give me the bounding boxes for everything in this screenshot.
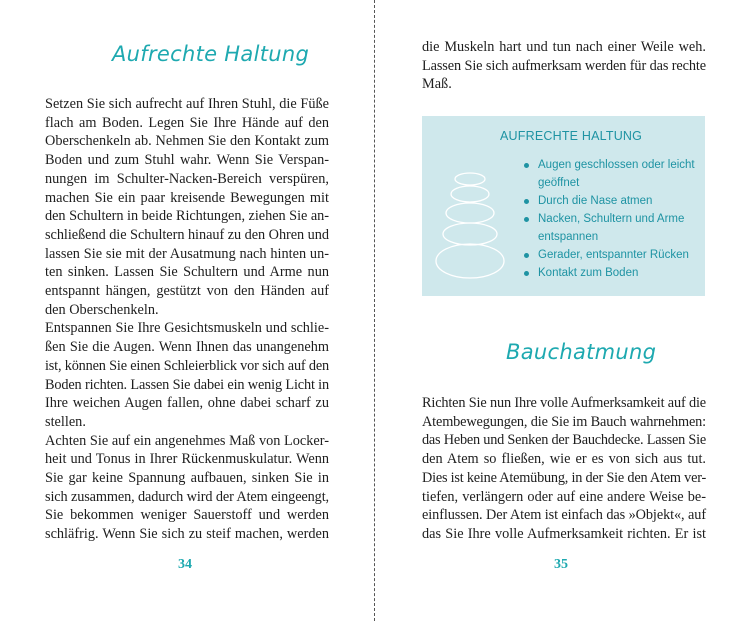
text-line: den Atem so fließen, wie er es von sich aus tut.: [422, 451, 706, 468]
info-box-item: [522, 192, 695, 210]
text-line: Boden richten. Lassen Sie dabei ein wenig Licht in: [45, 376, 329, 393]
info-box-item-text: geöffnet: [538, 177, 580, 189]
text-line: lassen Sie sie mit der Ausatmung nach hinten un-: [45, 245, 329, 262]
info-box-item: [522, 210, 695, 246]
text-line: ten sinken. Lassen Sie Schultern und Arme nun: [45, 264, 329, 281]
right-page-body: [422, 394, 706, 544]
text-line: nungen im Schulter-Nacken-Bereich verspüren,: [45, 170, 329, 187]
text-line: Setzen Sie sich aufrecht auf Ihren Stuhl, die Füße: [45, 96, 329, 112]
text-line: ßen Sie die Augen. Wenn Ihnen das unangenehm: [45, 339, 329, 356]
text-line: tiefen, verlängern oder auf eine andere Weise be-: [422, 488, 706, 505]
info-box-item-text: Kontakt zum Boden: [538, 267, 639, 279]
text-line: Atembewegungen, die Sie im Bauch wahrnehmen:: [422, 413, 706, 430]
text-line: Sie gar keine Spannung aufbauen, sinken Sie in: [45, 470, 329, 487]
info-box-item-text: entspannen: [538, 231, 599, 243]
text-line: entspannt hängen, gestützt von den Händen auf: [45, 283, 329, 300]
right-page-continuation: [422, 38, 706, 94]
left-page-heading: Aufrechte Haltung: [112, 42, 310, 66]
info-box-item: [522, 156, 695, 192]
info-box-item-text: Gerader, entspannter Rücken: [538, 249, 689, 261]
text-line: heit und Tonus in Ihrer Rückenmuskulatur. Wenn: [45, 451, 329, 468]
text-line: den Schultern in beide Richtungen, ziehen Sie an-: [45, 208, 329, 225]
text-line: Dies ist keine Atemübung, in der Sie den Atem ver-: [422, 469, 706, 486]
left-page-body: [45, 95, 329, 544]
info-box-item-text: Nacken, Schultern und Arme: [538, 213, 685, 225]
info-box-item: [522, 246, 695, 264]
text-line: machen Sie ein paar kreisende Bewegungen mit: [45, 189, 329, 206]
text-line: das Heben und Senken der Bauchdecke. Lassen Sie: [422, 432, 706, 449]
text-line: Richten Sie nun Ihre volle Aufmerksamkeit auf die: [422, 395, 706, 411]
page-number-left: 34: [178, 557, 192, 572]
text-line: schläfrig. Wenn Sie sich zu steif machen, werden: [45, 526, 329, 543]
text-line: sich zusammen, dadurch wird der Atem eingeengt,: [45, 488, 329, 505]
info-box-item-text: Augen geschlossen oder leicht: [538, 159, 695, 171]
left-page: [0, 0, 374, 621]
info-box-item-text: Durch die Nase atmen: [538, 195, 653, 207]
text-line: Oberschenkeln ab. Nehmen Sie den Kontakt zum: [45, 133, 329, 150]
right-page-heading: Bauchatmung: [506, 340, 657, 364]
text-line: die Muskeln hart und tun nach einer Weile weh.: [422, 39, 706, 55]
text-line: stellen.: [45, 413, 86, 430]
text-line: flach am Boden. Legen Sie Ihre Hände auf den: [45, 114, 329, 131]
text-line: Ihre weichen Augen fallen, ohne dabei scharf zu: [45, 395, 329, 412]
text-line: Sie bekommen weniger Sauerstoff und werden: [45, 507, 329, 524]
info-box-list: [522, 156, 695, 282]
text-line: Maß.: [422, 76, 452, 93]
text-line: ist, können Sie einen Schleierblick vor sich auf den: [45, 357, 329, 374]
text-line: das Sie Ihre volle Aufmerksamkeit richten. Er ist: [422, 525, 706, 542]
page-number-right: 35: [554, 557, 568, 572]
text-line: Achten Sie auf ein angenehmes Maß von Locker-: [45, 432, 329, 449]
text-line: einflussen. Der Atem ist einfach das »Objekt«, auf: [422, 507, 706, 524]
text-line: den Oberschenkeln.: [45, 301, 159, 318]
text-line: schließend die Schultern hinauf zu den Ohren und: [45, 226, 329, 243]
info-box: [422, 116, 705, 296]
text-line: Boden und zum Stuhl wahr. Wenn Sie Verspan-: [45, 152, 329, 169]
book-gutter: [374, 0, 375, 621]
info-box-item: [522, 264, 695, 282]
stacked-stones-icon: [434, 170, 506, 280]
info-box-title: AUFRECHTE HALTUNG: [500, 129, 643, 143]
right-page: [376, 0, 750, 621]
text-line: Lassen Sie sich aufmerksam werden für das rechte: [422, 57, 706, 74]
text-line: Entspannen Sie Ihre Gesichtsmuskeln und schlie-: [45, 320, 329, 337]
